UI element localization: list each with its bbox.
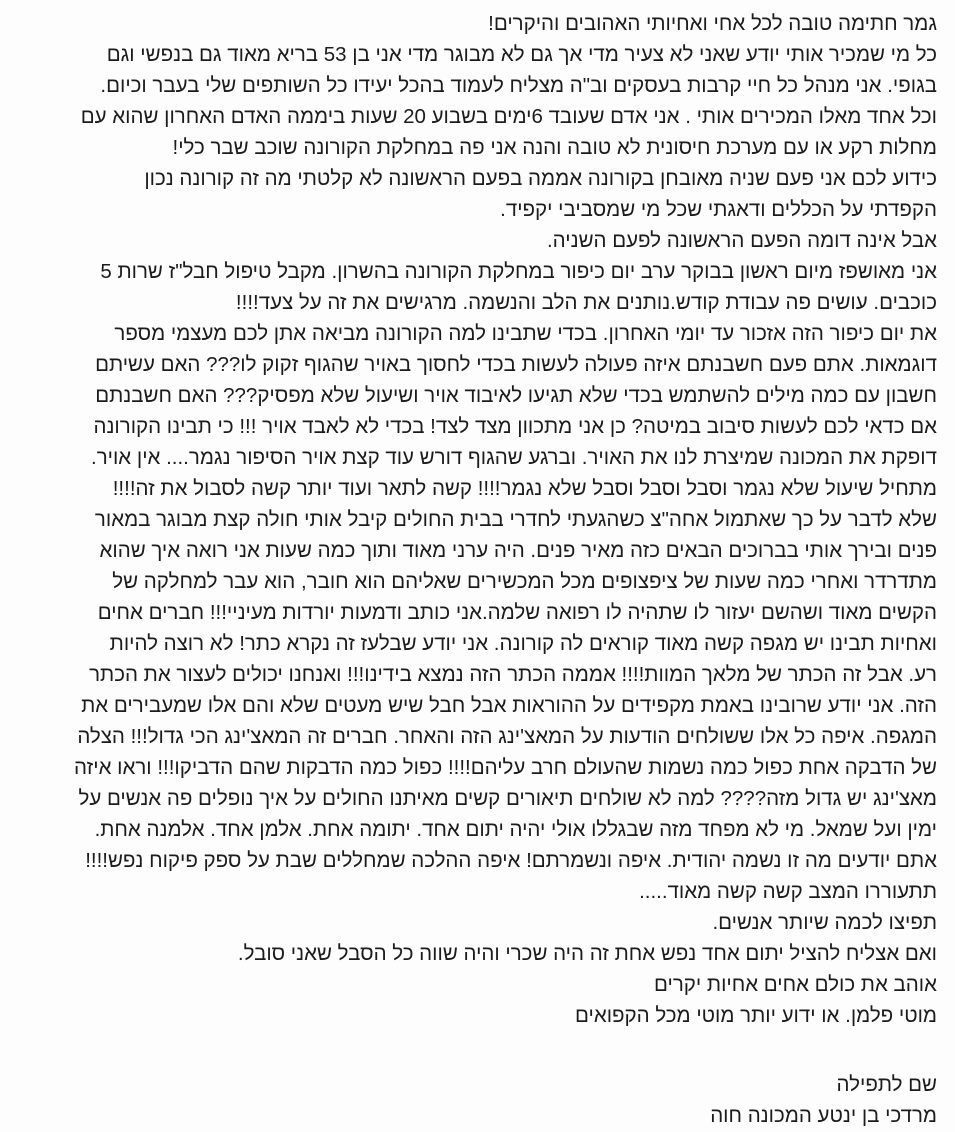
text-line: הקפדתי על הכללים ודאגתי שכל מי שמסביבי יקפיד. [500, 198, 937, 221]
text-line: חשבון עם כמה מילים להשתמש בכדי שלא תגיעו לאיבוד אויר ושיעול שלא מפסיק??? האם חשבנתם [95, 384, 937, 407]
letter-text-lines [0, 8, 937, 1131]
text-line: מאצ'ינג יש גדול מזה???? למה לא שולחים תיאורים קשים מאיתנו החולים על איך נופלים פה אנשים על [78, 787, 937, 810]
text-line: את יום כיפור הזה אזכור עד יומי האחרון. בכדי שתבינו למה הקורונה מביאה אתן לכם מעצמי מספר [114, 322, 937, 345]
text-line: מרדכי בן ינטע המכונה חוה [710, 1104, 937, 1127]
text-line: תתעוררו המצב קשה קשה מאוד..... [639, 880, 937, 903]
text-line: אם כדאי לכם לעשות סיבוב במיטה? כן אני מתכוון מצד לצד! בכדי לא לאבד אויר !!! כי תבינו הקורונה [93, 415, 937, 438]
text-line: וכל אחד מאלו המכירים אותי . אני אדם שעובד 6ימים בשבוע 20 שעות ביממה האדם האחרון שהוא עם [80, 105, 937, 128]
text-line: ואם אצליח להציל יתום אחד נפש אחת זה היה שכרי והיה שווה כל הסבל שאני סובל. [237, 942, 937, 965]
text-line: שלא לדבר על כך שאתמול אחה"צ כשהגעתי לחדרי בבית החולים קיבל אותי חולה קצת מבוגר במאור [94, 508, 937, 531]
text-line: שם לתפילה [836, 1073, 937, 1096]
text-line: ואחיות תבינו יש מגפה קשה מאוד קוראים לה קורונה. אני יודע שבלעז זה נקרא כתר! לא רוצה להיות [109, 632, 937, 655]
text-line: בגופי. אני מנהל כל חיי קרבות בעסקים וב"ה מצליח לעמוד בהכל יעידו כל השותפים שלי בעבר וכיום. [100, 74, 937, 97]
text-line: דוגמאות. אתם פעם חשבנתם איזה פעולה לעשות בכדי לחסוך באויר שהגוף זקוק לו??? האם עשיתם [95, 353, 937, 376]
text-line: אתם יודעים מה זו נשמה יהודית. איפה ונשמרתם! איפה ההלכה שמחללים שבת על ספק פיקוח נפש!!!! [85, 849, 937, 872]
text-line: ימין ועל שמאל. מי לא מפחד מזה שבגללו אולי יהיה יתום אחד. יתומה אחת. אלמן אחד. אלמנה אחת. [94, 818, 937, 841]
text-line: אוהב את כולם אחים אחיות יקרים [654, 973, 937, 996]
text-line: מתחיל שיעול שלא נגמר וסבל וסבל וסבל שלא נגמר!!!! קשה לתאר ועוד יותר קשה לסבול את זה!!!! [112, 477, 937, 500]
text-line: רע. אבל זה הכתר של מלאך המוות!!!! אממה הכתר הזה נמצא בידינו!!! ואנחנו יכולים לעצור את הכתר [89, 663, 937, 686]
text-line: כידוע לכם אני פעם שניה מאובחן בקורונה אממה בפעם הראשונה לא קלטתי מה זה קורונה נכון [144, 167, 937, 190]
text-line: תפיצו לכמה שיותר אנשים. [712, 911, 937, 934]
text-line [0, 1031, 937, 1069]
text-line: המגפה. איפה כל אלו ששולחים הודעות על המאצ'ינג הזה והאחר. חברים זה המאצ'ינג הכי גדול!!! הצלה [77, 725, 937, 748]
text-line: פנים ובירך אותי בברוכים הבאים כזה מאיר פנים. היה ערני מאוד ותוך כמה שעות אני רואה איך שהוא [99, 539, 937, 562]
text-line: הזה. אני יודע שרובינו באמת מקפידים על ההוראות אבל חבל שיש מעטים שלא והם אלו שמעבירים את [81, 694, 937, 717]
text-line: גמר חתימה טובה לכל אחי ואחיותי האהובים והיקרים! [488, 12, 937, 35]
text-line: מחלות רקע או עם מערכת חיסונית לא טובה והנה אני פה במחלקת הקורונה שוכב שבר כלי! [172, 136, 937, 159]
text-line: של הדבקה אחת כפול כמה נשמות שהעולם חרב עליהם!!!! כפול כמה הדבקות שהם הדביקו!!! וראו איזה [74, 756, 937, 779]
text-line: אבל אינה דומה הפעם הראשונה לפעם השניה. [546, 229, 937, 252]
text-line: כוכבים. עושים פה עבודת קודש.נותנים את הלב והנשמה. מרגישים את זה על צעד!!!! [235, 291, 937, 314]
text-line: הקשים מאוד ושהשם יעזור לו שתהיה לו רפואה שלמה.אני כותב ודמעות יורדות מעיניי!!! חברים אחים [97, 601, 937, 624]
text-line: כל מי שמכיר אותי יודע שאני לא צעיר מדי אך גם לא מבוגר מדי אני בן 53 בריא מאוד גם בנפשי וגם [106, 43, 937, 66]
text-line: מוטי פלמן. או ידוע יותר מוטי מכל הקפואים [575, 1004, 937, 1027]
text-line: דופקת את המכונה שמיצרת לנו את האויר. וברגע שהגוף דורש עוד קצת אויר הסיפור נגמר.... אין אויר. [91, 446, 937, 469]
text-line: אני מאושפז מיום ראשון בבוקר ערב יום כיפור במחלקת הקורונה בהשרון. מקבל טיפול חבל"ז שרות 5 [100, 260, 937, 283]
text-line: מתדרדר ואחרי כמה שעות של ציפצופים מכל המכשירים שאליהם הוא חובר, הוא עבר למחלקה של [112, 570, 937, 593]
